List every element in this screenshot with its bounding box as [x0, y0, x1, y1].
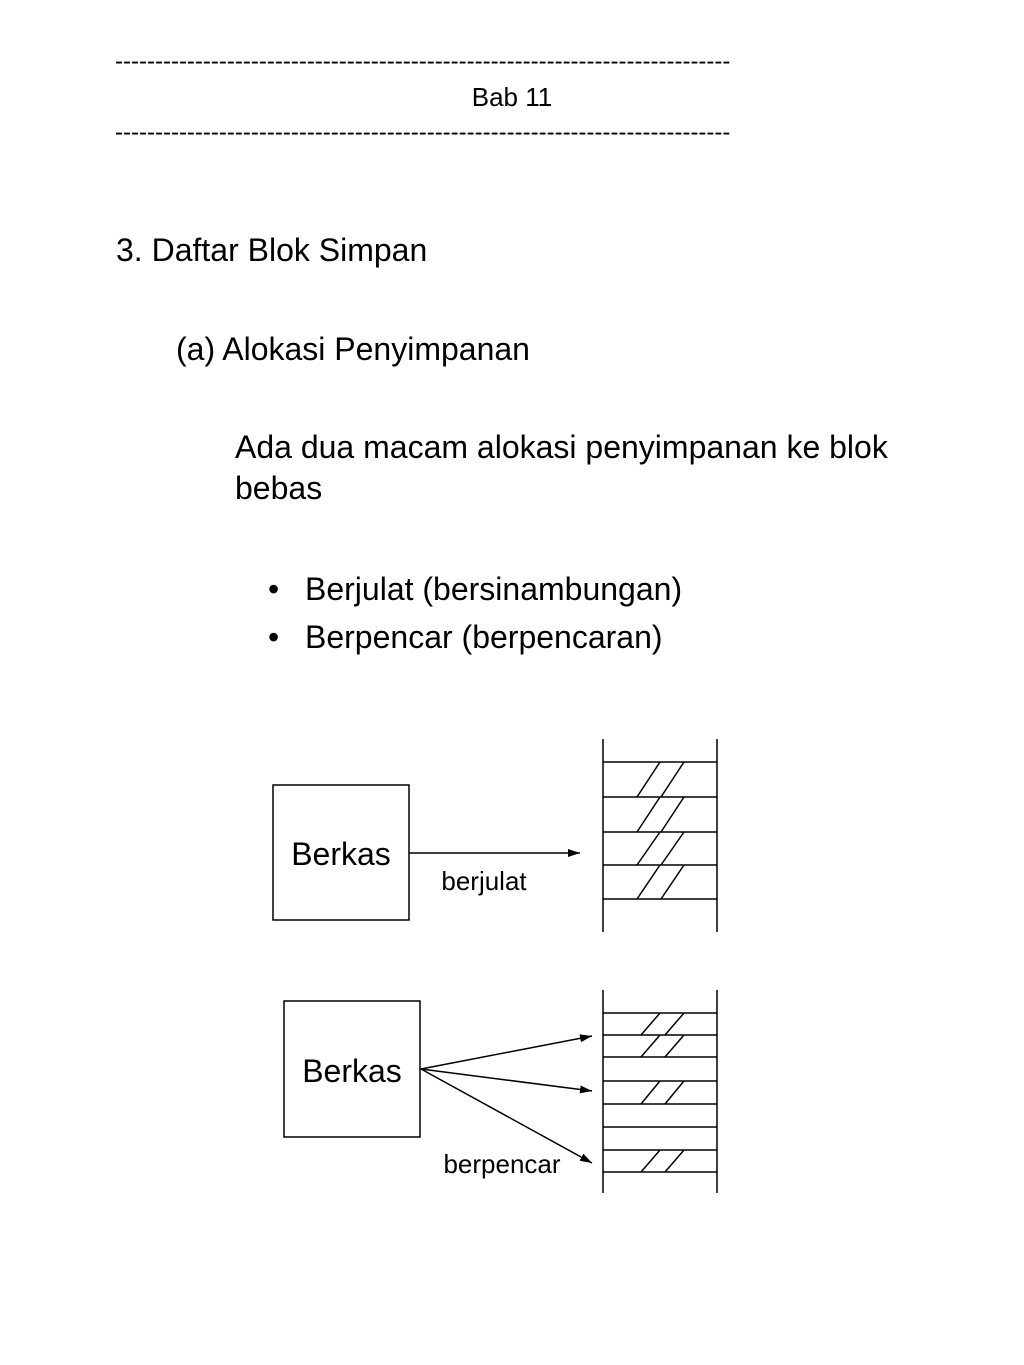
section-heading: 3. Daftar Blok Simpan — [116, 232, 428, 268]
disk-blocks — [603, 739, 717, 932]
allocated-block-hatching — [641, 1013, 684, 1172]
file-box-label: Berkas — [302, 1053, 402, 1089]
contiguous-arrow-label: berjulat — [441, 866, 527, 896]
scattered-allocation-diagram — [284, 990, 717, 1193]
header-rule-top: ----------------------------------------------------------------------------- — [115, 50, 731, 74]
intro-paragraph: Ada dua macam alokasi penyimpanan ke blok bebas — [235, 429, 888, 506]
bullet-icon: • — [268, 619, 280, 655]
list-item-text: Berpencar (berpencaran) — [305, 619, 663, 655]
contiguous-allocation-diagram — [273, 739, 717, 932]
file-box-label: Berkas — [291, 836, 391, 872]
header-rule-bottom: ----------------------------------------------------------------------------- — [115, 121, 731, 145]
scattered-arrow — [421, 1036, 592, 1069]
list-item-text: Berjulat (bersinambungan) — [305, 571, 683, 607]
bullet-icon: • — [268, 571, 280, 607]
allocated-block-hatching — [637, 762, 684, 899]
subsection-heading: (a) Alokasi Penyimpanan — [176, 331, 530, 367]
scattered-arrow-label: berpencar — [443, 1149, 561, 1179]
disk-blocks — [603, 990, 717, 1193]
chapter-title: Bab 11 — [471, 82, 553, 112]
scattered-arrow — [421, 1069, 592, 1091]
